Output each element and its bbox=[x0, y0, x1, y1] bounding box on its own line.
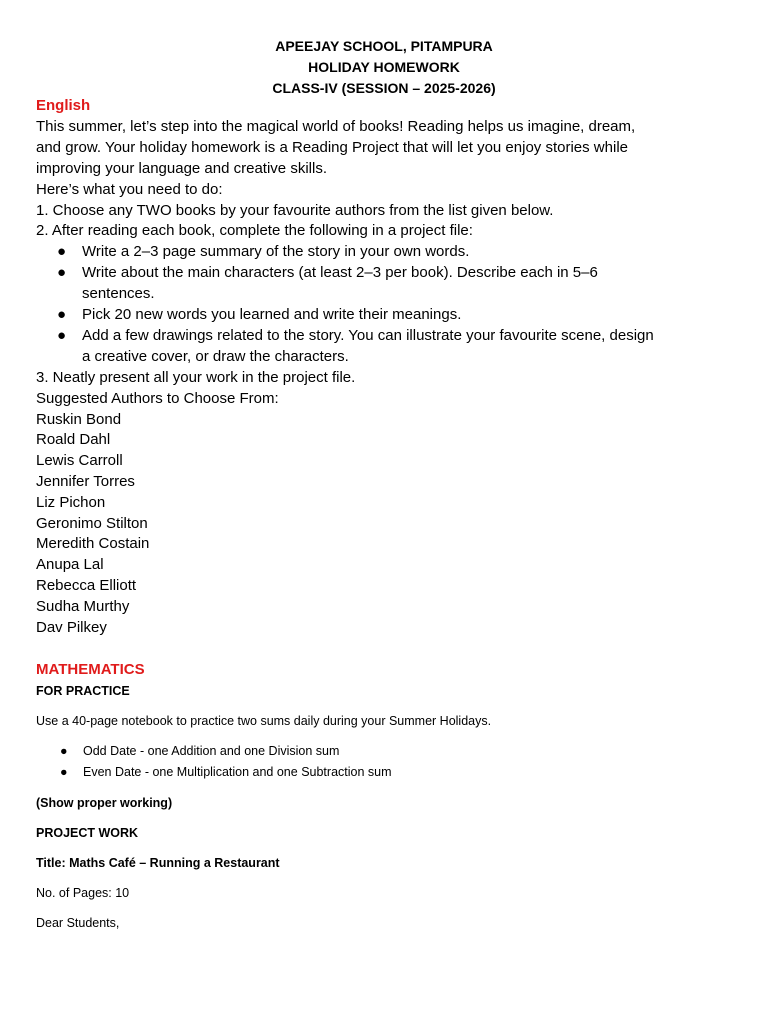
class-session: CLASS-IV (SESSION – 2025-2026) bbox=[272, 80, 496, 96]
author-item: Roald Dahl bbox=[36, 431, 111, 449]
authors-heading: Suggested Authors to Choose From: bbox=[36, 389, 279, 407]
intro-line: improving your language and creative skills. bbox=[36, 159, 327, 177]
list-item bbox=[36, 263, 726, 305]
bullet-icon: ● bbox=[57, 326, 67, 344]
show-working-note: (Show proper working) bbox=[36, 796, 173, 810]
project-work-heading: PROJECT WORK bbox=[36, 826, 139, 840]
intro-line: This summer, let’s step into the magical world of books! Reading helps us imagine, dream, bbox=[36, 117, 636, 135]
author-item: Sudha Murthy bbox=[36, 597, 130, 615]
list-item-text: Add a few drawings related to the story. You can illustrate your favourite scene, design bbox=[82, 326, 654, 344]
list-item-text: Pick 20 new words you learned and write their meanings. bbox=[82, 306, 462, 324]
project-tasks-list bbox=[36, 242, 726, 367]
todo-heading: Here’s what you need to do: bbox=[36, 180, 223, 198]
for-practice-heading: FOR PRACTICE bbox=[36, 684, 130, 698]
homework-title: HOLIDAY HOMEWORK bbox=[308, 59, 460, 75]
bullet-icon: ● bbox=[60, 744, 68, 758]
list-item bbox=[36, 326, 726, 368]
bullet-icon: ● bbox=[57, 243, 67, 261]
list-item-text: Write a 2–3 page summary of the story in your own words. bbox=[82, 243, 470, 261]
step-2: 2. After reading each book, complete the following in a project file: bbox=[36, 222, 473, 240]
bullet-icon: ● bbox=[57, 306, 67, 324]
author-item: Meredith Costain bbox=[36, 535, 150, 553]
greeting: Dear Students, bbox=[36, 916, 120, 930]
list-item bbox=[36, 305, 726, 326]
author-item: Rebecca Elliott bbox=[36, 576, 137, 594]
list-item-text: Write about the main characters (at least 2–3 per book). Describe each in 5–6 bbox=[82, 264, 598, 282]
list-item bbox=[36, 242, 726, 263]
bullet-icon: ● bbox=[57, 264, 67, 282]
bullet-icon: ● bbox=[60, 765, 68, 779]
author-item: Lewis Carroll bbox=[36, 452, 123, 470]
author-item: Liz Pichon bbox=[36, 493, 106, 511]
list-item-text: Even Date - one Multiplication and one Subtraction sum bbox=[83, 765, 392, 779]
author-item: Dav Pilkey bbox=[36, 618, 107, 636]
pages-count: No. of Pages: 10 bbox=[36, 886, 130, 900]
author-item: Jennifer Torres bbox=[36, 472, 135, 490]
english-heading: English bbox=[36, 97, 91, 114]
author-item: Anupa Lal bbox=[36, 556, 104, 574]
list-item-text: sentences. bbox=[82, 285, 155, 303]
author-item: Geronimo Stilton bbox=[36, 514, 148, 532]
intro-line: and grow. Your holiday homework is a Reading Project that will let you enjoy stories while bbox=[36, 138, 628, 156]
mathematics-heading: MATHEMATICS bbox=[36, 661, 145, 678]
school-name: APEEJAY SCHOOL, PITAMPURA bbox=[275, 38, 493, 54]
list-item-text: a creative cover, or draw the characters. bbox=[82, 347, 349, 365]
english-section bbox=[36, 96, 726, 638]
document-header bbox=[0, 36, 768, 99]
list-item-text: Odd Date - one Addition and one Division sum bbox=[83, 744, 340, 758]
practice-instructions: Use a 40-page notebook to practice two sums daily during your Summer Holidays. bbox=[36, 714, 492, 728]
authors-list bbox=[36, 410, 726, 639]
project-title: Title: Maths Café – Running a Restaurant bbox=[36, 856, 280, 870]
step-1: 1. Choose any TWO books by your favourite authors from the list given below. bbox=[36, 201, 554, 219]
author-item: Ruskin Bond bbox=[36, 410, 122, 428]
step-3: 3. Neatly present all your work in the project file. bbox=[36, 368, 356, 386]
